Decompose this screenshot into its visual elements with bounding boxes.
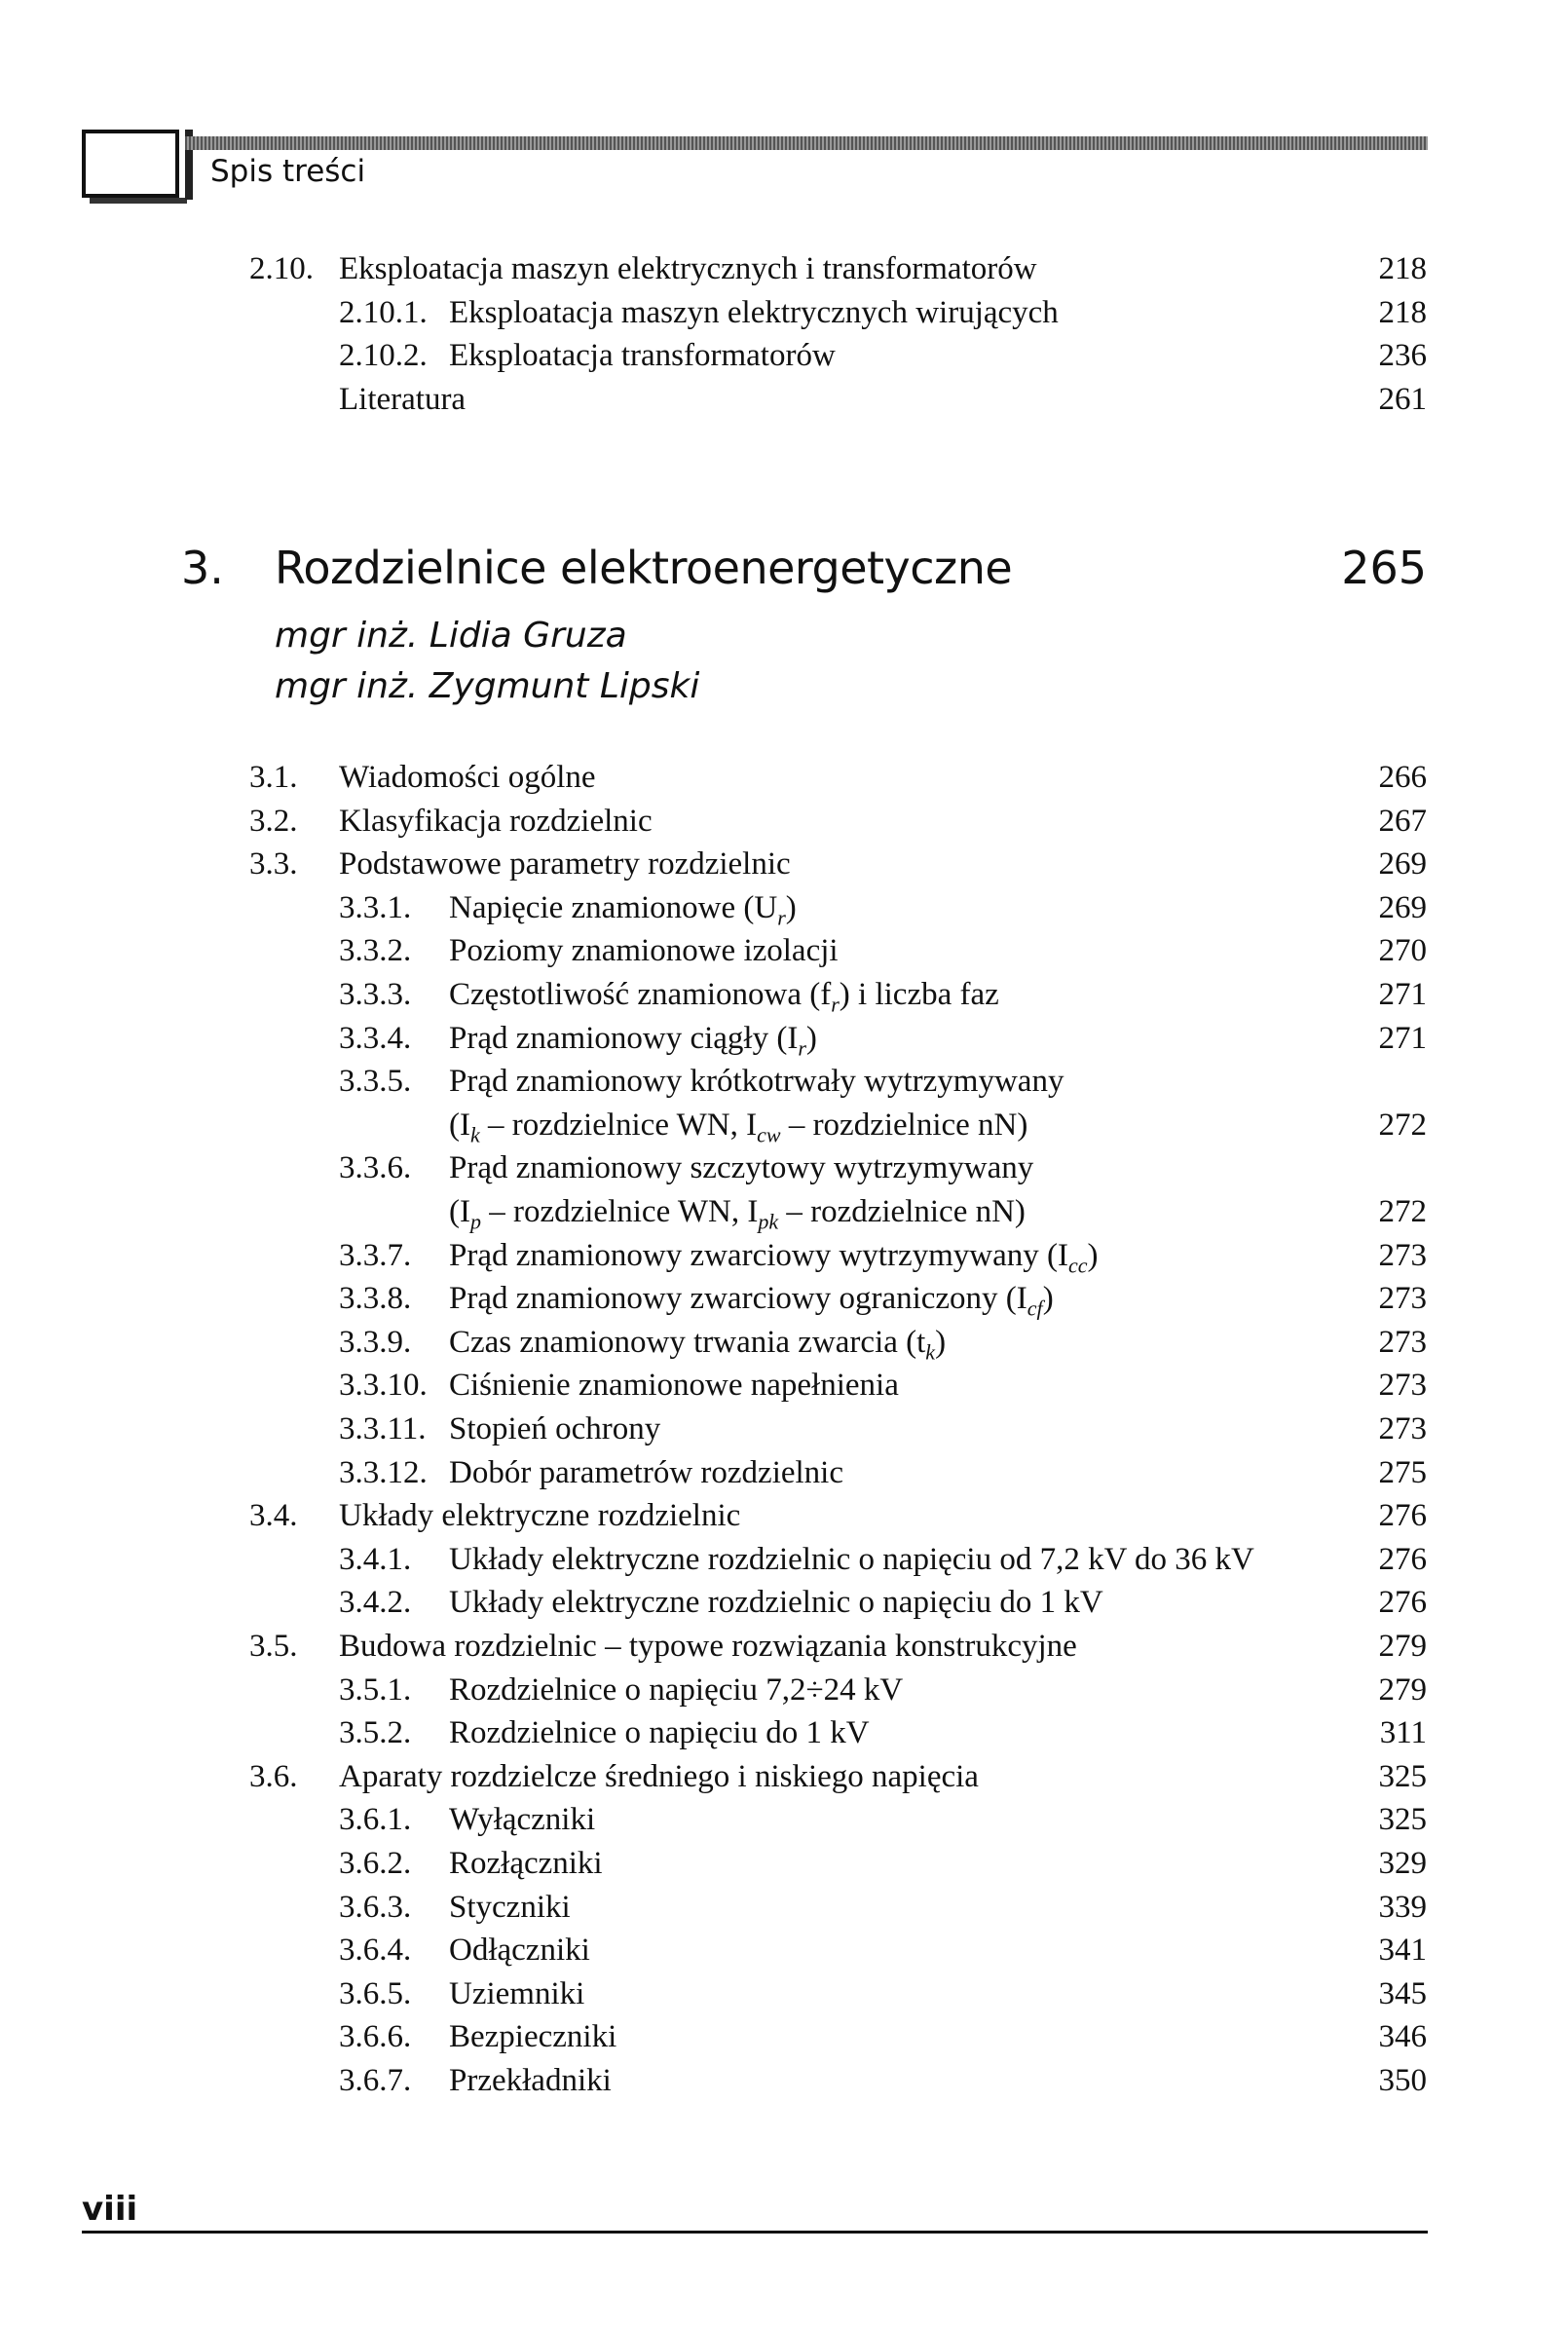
- toc-entry-title: Literatura: [339, 382, 467, 417]
- toc-entry: [0, 1933, 1568, 1975]
- toc-entry-page: 271: [1378, 1021, 1427, 1056]
- toc-entry-title: [449, 1021, 817, 1062]
- toc-entry-title: [449, 2063, 612, 2099]
- toc-entry-number: 3.3.9.: [339, 1325, 412, 1360]
- toc-entry-number: 3.3.2.: [339, 933, 412, 968]
- footer-rule: [82, 2231, 1428, 2234]
- toc-entry: [0, 1890, 1568, 1933]
- toc-entry-page: 346: [1378, 2019, 1427, 2054]
- toc-entry-title-part: Ciśnienie znamionowe napełnienia: [449, 1368, 899, 1403]
- toc-entry: [0, 1629, 1568, 1671]
- toc-entry-number: 3.6.: [249, 1759, 298, 1794]
- toc-entry-number: 3.6.3.: [339, 1890, 412, 1925]
- toc-entry-number: 3.3.10.: [339, 1368, 428, 1403]
- toc-entry-subscript: p: [469, 1209, 481, 1234]
- header-bar: [185, 136, 1428, 150]
- toc-entry-number: 3.5.: [249, 1629, 298, 1664]
- toc-entry-title-part: ) i liczba faz: [839, 977, 999, 1012]
- toc-entry-page: 272: [1378, 1194, 1427, 1229]
- toc-entry-page: 218: [1378, 295, 1427, 330]
- toc-entry-title-part: Styczniki: [449, 1890, 571, 1925]
- toc-entry-title: [339, 1629, 1077, 1665]
- toc-entry-number: 3.6.2.: [339, 1846, 412, 1881]
- toc-entry-title-part: Prąd znamionowy zwarciowy wytrzymywany (I: [449, 1238, 1068, 1273]
- toc-entry-page: 350: [1378, 2063, 1427, 2098]
- toc-entry: [0, 1238, 1568, 1281]
- toc-entry-title-part: ): [785, 890, 797, 925]
- toc-entry: [0, 1976, 1568, 2019]
- toc-entry: [0, 933, 1568, 976]
- toc-entry-title: [449, 1325, 946, 1366]
- toc-entry: [0, 977, 1568, 1020]
- toc-entry-title: [449, 1976, 584, 2012]
- toc-entry-title: Eksploatacja transformatorów: [449, 338, 836, 373]
- toc-entry-subscript: cc: [1067, 1253, 1088, 1278]
- toc-entry: [0, 295, 1568, 338]
- toc-entry-page: 279: [1378, 1672, 1427, 1708]
- toc-entry-title: [449, 1890, 571, 1926]
- toc-entry-number: 3.1.: [249, 760, 298, 795]
- toc-entry-number: 3.4.2.: [339, 1585, 412, 1620]
- toc-entry-title-part: – rozdzielnice nN): [778, 1194, 1026, 1229]
- toc-entry-title-part: – rozdzielnice WN, I: [479, 1108, 758, 1143]
- toc-entry-page: 276: [1378, 1542, 1427, 1577]
- toc-entry-number: 3.2.: [249, 804, 298, 839]
- toc-entry-title-part: ): [805, 1021, 817, 1056]
- toc-entry: [0, 846, 1568, 889]
- toc-entry: [0, 2019, 1568, 2062]
- toc-entry: [0, 1064, 1568, 1107]
- toc-entry-title-part: Napięcie znamionowe (U: [449, 890, 778, 925]
- toc-entry-title: [449, 1368, 899, 1404]
- chapter-heading: [0, 542, 1568, 604]
- toc-entry-number: 3.5.2.: [339, 1715, 412, 1750]
- toc-entry: [0, 1759, 1568, 1802]
- toc-entry-page: 273: [1378, 1281, 1427, 1316]
- toc-entry-title: [449, 977, 999, 1018]
- toc-entry-number: 3.3.3.: [339, 977, 412, 1012]
- toc-entry-title: [449, 1150, 1033, 1186]
- toc-entry-title-part: Uziemniki: [449, 1976, 585, 2011]
- toc-entry-number: 3.6.1.: [339, 1802, 412, 1837]
- toc-entry: [0, 890, 1568, 933]
- toc-entry-title-part: – rozdzielnice nN): [780, 1108, 1028, 1143]
- toc-entry: [0, 1715, 1568, 1758]
- toc-entry-number: 3.3.12.: [339, 1455, 428, 1490]
- toc-entry-title: [449, 1238, 1099, 1279]
- toc-entry-title-part: Układy elektryczne rozdzielnic: [339, 1498, 741, 1533]
- toc-entry-title-part: Układy elektryczne rozdzielnic o napięciu od 7,2 kV do 36 kV: [449, 1542, 1254, 1577]
- toc-entry-title-part: ): [935, 1325, 947, 1360]
- toc-entry: [0, 1455, 1568, 1498]
- toc-entry-title: [449, 1411, 660, 1447]
- toc-entry-page: 270: [1378, 933, 1427, 968]
- toc-entry-number: 2.10.2.: [339, 338, 428, 373]
- toc-entry-page: 267: [1378, 804, 1427, 839]
- toc-entry-number: 3.3.4.: [339, 1021, 412, 1056]
- toc-entry-title-part: Klasyfikacja rozdzielnic: [339, 804, 653, 839]
- page-folio: viii: [82, 2190, 138, 2229]
- chapter-author: mgr inż. Zygmunt Lipski: [275, 666, 700, 706]
- toc-entry-title: [449, 1802, 595, 1838]
- header-box-shadow: [90, 198, 187, 204]
- toc-entry-title: [449, 1281, 1054, 1322]
- toc-entry-title: [339, 760, 596, 796]
- toc-entry: [0, 1368, 1568, 1410]
- toc-entry-title: [449, 1455, 843, 1491]
- toc-entry-title-part: (I: [449, 1108, 470, 1143]
- toc-entry-title-part: Wyłączniki: [449, 1802, 596, 1837]
- toc-entry-title-part: Budowa rozdzielnic – typowe rozwiązania konstrukcyjne: [339, 1629, 1077, 1664]
- toc-entry-title-part: Dobór parametrów rozdzielnic: [449, 1455, 843, 1490]
- toc-entry-title-part: Prąd znamionowy szczytowy wytrzymywany: [449, 1150, 1034, 1185]
- toc-entry-title-part: Prąd znamionowy ciągły (I: [449, 1021, 799, 1056]
- toc-entry-page: 266: [1378, 760, 1427, 795]
- toc-entry-number: 3.6.4.: [339, 1933, 412, 1968]
- toc-entry-subscript: cf: [1027, 1295, 1043, 1321]
- toc-entry: [0, 1802, 1568, 1845]
- toc-entry-number: 3.3.6.: [339, 1150, 412, 1185]
- toc-entry: [0, 1585, 1568, 1628]
- toc-entry-title: [449, 1846, 603, 1882]
- toc-entry-page: 273: [1378, 1411, 1427, 1446]
- toc-entry-title: [339, 1759, 979, 1795]
- toc-entry-title-part: Bezpieczniki: [449, 2019, 617, 2054]
- toc-entry-title-part: Układy elektryczne rozdzielnic o napięciu do 1 kV: [449, 1585, 1103, 1620]
- toc-entry-title: [339, 1498, 740, 1534]
- toc-entry-page: 269: [1378, 846, 1427, 882]
- toc-entry-page: 272: [1378, 1108, 1427, 1143]
- toc-entry-subscript: cw: [757, 1122, 781, 1147]
- toc-entry-number: 3.6.6.: [339, 2019, 412, 2054]
- toc-entry-title-part: Rozłączniki: [449, 1846, 603, 1881]
- toc-entry: [0, 1672, 1568, 1715]
- toc-entry-title-part: Przekładniki: [449, 2063, 612, 2098]
- toc-entry-number: 3.3.5.: [339, 1064, 412, 1099]
- toc-entry-number: 3.4.: [249, 1498, 298, 1533]
- toc-entry: [0, 1498, 1568, 1541]
- chapter-number: 3.: [181, 542, 224, 594]
- toc-entry-page: 325: [1378, 1802, 1427, 1837]
- toc-entry-title: [449, 1064, 1064, 1100]
- toc-entry-page: 276: [1378, 1498, 1427, 1533]
- toc-entry-number: 3.3.11.: [339, 1411, 427, 1446]
- toc-entry-title: [339, 804, 653, 840]
- toc-entry-title-part: Prąd znamionowy zwarciowy ograniczony (I: [449, 1281, 1027, 1316]
- toc-entry-title-part: Odłączniki: [449, 1933, 590, 1968]
- toc-entry-title: [449, 1542, 1254, 1578]
- header-box-ornament: [82, 130, 179, 198]
- toc-entry-page: 339: [1378, 1890, 1427, 1925]
- toc-entry-page: 276: [1378, 1585, 1427, 1620]
- toc-entry-title: [449, 1715, 870, 1751]
- toc-entry-number: 3.4.1.: [339, 1542, 412, 1577]
- toc-entry-continuation: [0, 1108, 1568, 1150]
- toc-entry-title-part: Czas znamionowy trwania zwarcia (t: [449, 1325, 926, 1360]
- toc-entry-page: 279: [1378, 1629, 1427, 1664]
- toc-entry-page: 273: [1378, 1368, 1427, 1403]
- toc-entry-title-part: Prąd znamionowy krótkotrwały wytrzymywany: [449, 1064, 1064, 1099]
- toc-entry-title: Eksploatacja maszyn elektrycznych wirujących: [449, 295, 1059, 330]
- toc-entry-number: 2.10.1.: [339, 295, 428, 330]
- toc-entry: [0, 760, 1568, 803]
- chapter-title: Rozdzielnice elektroenergetyczne: [275, 542, 1013, 594]
- toc-entry-title: [449, 1672, 903, 1708]
- toc-entry-number: 2.10.: [249, 251, 314, 286]
- toc-entry-page: 329: [1378, 1846, 1427, 1881]
- running-title: Spis treści: [210, 154, 366, 189]
- toc-entry-title-part: Rozdzielnice o napięciu do 1 kV: [449, 1715, 870, 1750]
- toc-entry-title: [449, 1194, 1026, 1235]
- chapter-author: mgr inż. Lidia Gruza: [275, 616, 627, 656]
- toc-entry-page: 236: [1378, 338, 1427, 373]
- toc-entry-continuation: [0, 1194, 1568, 1237]
- toc-entry-title-part: Stopień ochrony: [449, 1411, 661, 1446]
- toc-entry: [0, 1150, 1568, 1193]
- toc-entry-page: 275: [1378, 1455, 1427, 1490]
- toc-entry-title-part: Rozdzielnice o napięciu 7,2÷24 kV: [449, 1672, 904, 1708]
- toc-entry: [0, 2063, 1568, 2106]
- toc-entry-subscript: r: [798, 1035, 806, 1061]
- toc-entry: [0, 251, 1568, 294]
- toc-entry-title: [449, 1108, 1027, 1148]
- toc-entry: [0, 338, 1568, 381]
- toc-entry-subscript: k: [469, 1122, 480, 1147]
- toc-entry-title: [449, 2019, 616, 2055]
- toc-entry-title: Eksploatacja maszyn elektrycznych i transformatorów: [339, 251, 1037, 286]
- toc-entry-title-part: ): [1087, 1238, 1099, 1273]
- toc-entry-title-part: ): [1042, 1281, 1054, 1316]
- toc-entry-page: 273: [1378, 1325, 1427, 1360]
- toc-entry-page: 269: [1378, 890, 1427, 925]
- toc-entry-page: 325: [1378, 1759, 1427, 1794]
- toc-entry-page: 271: [1378, 977, 1427, 1012]
- toc-entry-title: [449, 1933, 590, 1969]
- toc-entry-number: 3.6.5.: [339, 1976, 412, 2011]
- toc-entry-page: 273: [1378, 1238, 1427, 1273]
- toc-entry-title-part: Poziomy znamionowe izolacji: [449, 933, 839, 968]
- toc-entry-title-part: Wiadomości ogólne: [339, 760, 596, 795]
- toc-entry-subscript: r: [777, 905, 786, 930]
- toc-entry-number: 3.3.7.: [339, 1238, 412, 1273]
- toc-entry: [0, 1281, 1568, 1324]
- toc-entry-number: 3.5.1.: [339, 1672, 412, 1708]
- toc-entry-subscript: r: [831, 992, 840, 1017]
- toc-entry-number: 3.6.7.: [339, 2063, 412, 2098]
- toc-entry-number: 3.3.8.: [339, 1281, 412, 1316]
- toc-entry: [0, 1846, 1568, 1889]
- toc-entry-title: [339, 846, 791, 882]
- toc-entry-title: [449, 933, 839, 969]
- toc-entry-title: [449, 1585, 1103, 1621]
- toc-entry-title-part: Podstawowe parametry rozdzielnic: [339, 846, 791, 882]
- chapter-page: 265: [1341, 542, 1427, 594]
- toc-entry: [0, 1411, 1568, 1454]
- toc-entry: [0, 804, 1568, 846]
- toc-entry-page: 341: [1378, 1933, 1427, 1968]
- toc-entry-literature: [0, 382, 1568, 425]
- toc-entry-title-part: Częstotliwość znamionowa (f: [449, 977, 832, 1012]
- toc-entry-title-part: (I: [449, 1194, 470, 1229]
- toc-entry-page: 345: [1378, 1976, 1427, 2011]
- toc-entry-page: 218: [1378, 251, 1427, 286]
- toc-entry: [0, 1021, 1568, 1064]
- toc-entry: [0, 1325, 1568, 1368]
- toc-entry-number: 3.3.1.: [339, 890, 412, 925]
- toc-entry-title: [449, 890, 797, 931]
- toc-entry-title-part: Aparaty rozdzielcze średniego i niskiego napięcia: [339, 1759, 979, 1794]
- toc-entry-page: 311: [1379, 1715, 1427, 1750]
- toc-entry-subscript: pk: [758, 1209, 779, 1234]
- toc-entry: [0, 1542, 1568, 1585]
- toc-entry-subscript: k: [925, 1339, 936, 1365]
- toc-entry-title-part: – rozdzielnice WN, I: [480, 1194, 759, 1229]
- toc-entry-number: 3.3.: [249, 846, 298, 882]
- toc-entry-page: 261: [1378, 382, 1427, 417]
